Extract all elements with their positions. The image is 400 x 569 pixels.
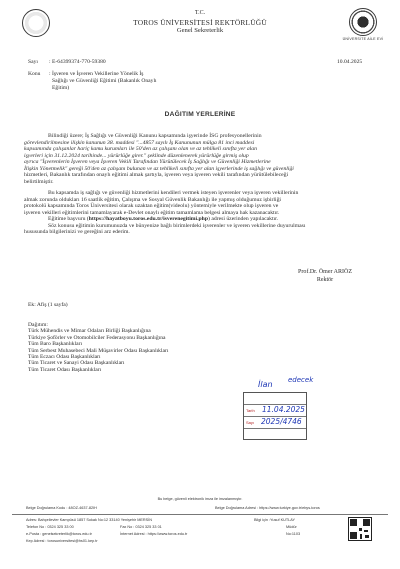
subject-label: Konu [28, 71, 41, 77]
distribution-item: Tüm Baro Başkanlıkları [28, 341, 83, 348]
distribution-label: Dağıtım: [28, 322, 48, 328]
distribution-item: Türkiye Şoförler ve Otomobilciler Federasyonu Başkanlığına [28, 334, 166, 341]
application-suffix: ) adresi üzerinden yapılacaktır. [208, 216, 279, 222]
distribution-heading: DAĞITIM YERLERİNE [164, 111, 236, 118]
closing-line: hususunda bilgilerinizi ve gereğini arz ederim. [24, 229, 130, 235]
verification-qr-code[interactable] [348, 517, 372, 541]
stamp-row-bottom [244, 429, 306, 441]
paragraph-1 [24, 133, 376, 185]
p2-line: protokolü kapsamında Toros Üniversitesi olarak uzaktan eğitim(videolu) yöntemiyle verilmekte olup işveren ve [24, 203, 279, 209]
subject-line-3: Eğitim) [52, 85, 70, 91]
signature-block [270, 268, 380, 284]
handwritten-note-2: edecek [288, 376, 314, 384]
handwritten-note-1: İlan [258, 380, 273, 389]
application-prefix: Eğitime başvuru ( [48, 216, 89, 222]
number-label: Sayı [28, 59, 38, 65]
right-logo-caption: ÜNİVERSİTE AİLE EVİ [342, 37, 384, 41]
p1-line: işyerleri için 31.12.2024 tarihinde... yürürlüğe girer." şeklinde düzenlenerek yürürlüğe girmiş olup [24, 152, 249, 159]
p2-line: işveren vekilleri eğitimlerini tamamlayarak e-Devlet onaylı eğitim tamamlama belgesi almaya hak kazanacaktır. [24, 209, 280, 216]
application-link[interactable]: https://hayatboyu.toros.edu.tr/isverenegitimi.php [88, 216, 209, 222]
attachment-note: Ek: Afiş (1 sayfa) [28, 302, 68, 308]
stamp-number-label: Sayı [246, 420, 255, 425]
p2-line: almak zorunda oldukları 16 saatlik eğitim, Çalışma ve Sosyal Güvenlik Bakanlığı ile yapmış olduğumuz işbirliği [24, 196, 282, 203]
number-value: : E-64399374-770-59380 [49, 59, 106, 65]
stamp-row-top [244, 393, 306, 405]
subject-line-1: : İşveren ve İşveren Vekillerine Yönelik İş [49, 71, 144, 77]
p1-line: belirtilmiştir. [24, 178, 54, 185]
incoming-document-stamp [243, 392, 307, 440]
distribution-item: Tüm Eczacı Odası Başkanlıkları [28, 354, 101, 361]
document-verification-address: Belge Doğrulama Adresi : https://www.turkiye.gov.tr/ebys-toros [215, 506, 320, 510]
p1-line: kapsamında çalışanlar hariç kamu kurumları ile 50'den az çalışanı olan ve az tehlikeli sınıfta yer alan [24, 146, 257, 152]
distribution-item: Türk Mühendis ve Mimar Odaları Birliği Başkanlığına [28, 328, 151, 335]
p1-line: ayrıca "İşverenlerin İşveren veya İşveren Vekili Tarafından Yürütülecek İş Sağlığı ve Güvenliği Hizmetlerine [24, 159, 271, 165]
distribution-item: Tüm Ticaret Odası Başkanlıkları [28, 366, 102, 373]
contact-phone: No:1103 [286, 532, 301, 536]
paragraph-2 [24, 190, 376, 236]
footer-kep: Kep Adresi : torosuniversitesi@hs01.kep.tr [26, 539, 98, 543]
distribution-list [28, 322, 168, 373]
footer-address: Adres: Bahçelievler Kampüsü 1857 Sokak No:12 33140 Yenişehir MERSİN [26, 518, 153, 522]
document-date: 10.04.2025 [337, 59, 363, 65]
distribution-item: Tüm Serbest Muhasebeci Mali Müşavirler Odası Başkanlıkları [28, 347, 169, 354]
stamp-date-label: Tarih [246, 408, 255, 413]
closing-line: Söz konusu eğitimin kurumunuzda ve bünyenize bağlı birimlerdeki işverenler ve işveren vekillerine duyurulması [48, 222, 306, 229]
footer-divider [12, 514, 388, 515]
header-unit: Genel Sekreterlik [176, 27, 224, 34]
footer-email[interactable]: e-Posta : genelsekreterlik@toros.edu.tr [26, 532, 92, 536]
subject-line-2: Sağlığı ve Güvenliği Eğitimi (Bakanlık Onaylı [52, 78, 157, 84]
header-institution: TOROS ÜNİVERSİTESİ REKTÖRLÜĞÜ [133, 18, 267, 27]
footer-phone: Telefon No : 0324 325 33 00 [26, 525, 74, 529]
contact-title: Müdür [286, 525, 297, 529]
p1-line: görevlendirilmesine ilişkin kanunun 38. maddesi "...4857 sayılı İş Kanununun mülga 81 inci maddesi [24, 139, 255, 146]
p1-line: İlişkin Yönetmelik" gereği 50'den az çalışanı bulunan ve az tehlikeli sınıfta yer alan işyerlerinde iş sağlığı ve güvenliği [24, 165, 294, 172]
footer-website[interactable]: İnternet Adresi : https://www.toros.edu.tr [120, 532, 188, 536]
e-signature-note: Bu belge, güvenli elektronik imza ile imzalanmıştır. [157, 497, 243, 501]
p1-line: hizmetleri, Bakanlık tarafından onaylı eğitimi almak şartıyla, işveren veya işveren vekili tarafından yürütülebileceği [24, 172, 289, 178]
header-country: T.C. [194, 10, 206, 16]
document-verification-code: Belge Doğrulama Kodu : 48OZ-4637-82IH [26, 506, 97, 510]
p2-line: Bu kapsamda iş sağlığı ve güvenliği hizmetlerini kendileri vermek isteyen işverenler veya işveren vekillerinin [48, 190, 299, 196]
footer-fax: Fax No : 0324 325 33 01 [120, 525, 162, 529]
signatory-role: Rektör [316, 277, 334, 283]
handwritten-number: 2025/4746 [261, 417, 302, 426]
signatory-name: Prof.Dr. Ömer ARIÖZ [298, 269, 352, 275]
p1-line: Bilindiği üzere; İş Sağlığı ve Güvenliği Kanunu kapsamında işyerinde İSG profesyonellerinin [48, 133, 262, 139]
distribution-item: Tüm Ticaret ve Sanayi Odası Başkanlıkları [28, 360, 125, 367]
contact-person: Bilgi için :Yusuf KUTLAY [254, 518, 296, 522]
handwritten-date: 11.04.2025 [262, 405, 305, 414]
